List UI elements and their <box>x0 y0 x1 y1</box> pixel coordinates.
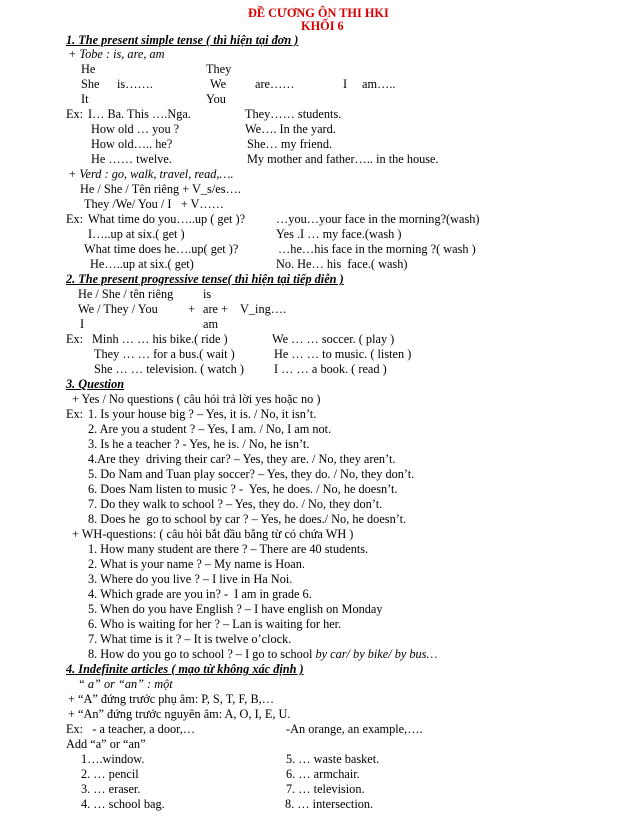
example-text: What time do you…..up ( get )? <box>88 212 246 226</box>
exercise-item: 2. … pencil <box>81 767 139 781</box>
list-item: 3. Is he a teacher ? - Yes, he is. / No, he isn’t. <box>88 437 310 451</box>
example-text: …you…your face in the morning?(wash) <box>276 212 480 226</box>
list-item-text: 8. How do you go to school ? – I go to school <box>88 647 316 661</box>
ex-label: Ex: <box>66 212 84 226</box>
exercise-item: 6. … armchair. <box>286 767 360 781</box>
pronoun-it: It <box>81 92 89 106</box>
pronoun-they: They <box>206 62 232 76</box>
articles-definition: “ a” or “an” : một <box>78 677 173 691</box>
example-text: He …… twelve. <box>91 152 172 166</box>
example-text: They…… students. <box>245 107 342 121</box>
tobe-line: + Tobe : is, are, am <box>68 47 165 61</box>
list-item: 6. Does Nam listen to music ? - Yes, he does. / No, he doesn’t. <box>88 482 398 496</box>
list-item: 5. When do you have English ? – I have english on Monday <box>88 602 383 616</box>
rule-subject: I <box>80 317 85 331</box>
rule-subject: We / They / You <box>78 302 158 316</box>
ex-label: Ex: <box>66 407 84 421</box>
pronoun-she: She <box>81 77 100 91</box>
example-text: We…. In the yard. <box>245 122 336 136</box>
example-text: Yes .I … my face.(wash ) <box>276 227 402 241</box>
verb-line: + Verd : go, walk, travel, read,…. <box>68 167 234 181</box>
pronoun-you: You <box>206 92 226 106</box>
example-text: How old….. he? <box>91 137 173 151</box>
example-text: They … … for a bus.( wait ) <box>94 347 235 361</box>
example-text: We … … soccer. ( play ) <box>272 332 395 346</box>
example-text: I… Ba. This ….Nga. <box>88 107 191 121</box>
example-text: He … … to music. ( listen ) <box>274 347 412 361</box>
example-text: I…..up at six.( get ) <box>88 227 185 241</box>
list-item: 1. How many student are there ? – There are 40 students. <box>88 542 369 556</box>
example-text: She… my friend. <box>247 137 333 151</box>
example-text: My mother and father….. in the house. <box>247 152 439 166</box>
example-text: He…..up at six.( get) <box>90 257 194 271</box>
wh-heading: + WH-questions: ( câu hỏi bắt đầu bằng từ có chứa WH ) <box>72 527 354 541</box>
rule-line: They /We/ You / I + V…… <box>84 197 224 211</box>
section-4-heading: 4. Indefinite articles ( mạo từ không xác định ) <box>66 662 304 676</box>
exercise-item: 3. … eraser. <box>81 782 141 796</box>
rule-verb: are + <box>203 302 229 316</box>
list-item: 8. Does he go to school by car ? – Yes, he does./ No, he doesn’t. <box>88 512 407 526</box>
list-item: 7. What time is it ? – It is twelve o’clock. <box>88 632 292 646</box>
list-item-italic: by car/ by bike/ by bus… <box>315 647 438 661</box>
rule-plus: + <box>188 302 195 316</box>
exercise-item: 1….window. <box>81 752 145 766</box>
ex-label: Ex: <box>66 107 84 121</box>
pronoun-i: I <box>343 77 348 91</box>
exercise-item: 4. … school bag. <box>81 797 165 811</box>
verb-am: am….. <box>362 77 396 91</box>
list-item: 1. Is your house big ? – Yes, it is. / No, it isn’t. <box>88 407 317 421</box>
list-item: 2. What is your name ? – My name is Hoan. <box>88 557 305 571</box>
rule-line: He / She / Tên riêng + V_s/es…. <box>80 182 241 196</box>
pronoun-he: He <box>81 62 96 76</box>
exercise-item: 5. … waste basket. <box>286 752 380 766</box>
rule-verb: is <box>203 287 212 301</box>
list-item <box>88 647 437 662</box>
exercise-item: 8. … intersection. <box>285 797 374 811</box>
example-text: How old … you ? <box>91 122 180 136</box>
example-text: Ex: - a teacher, a door,… <box>66 722 196 736</box>
rule-line: + “An” đứng trước nguyên âm: A, O, I, E, U. <box>68 707 291 721</box>
example-text: …he…his face in the morning ?( wash ) <box>278 242 476 256</box>
list-item: 6. Who is waiting for her ? – Lan is waiting for her. <box>88 617 342 631</box>
rule-ving: V_ing…. <box>240 302 287 316</box>
verb-is: is……. <box>117 77 153 91</box>
ex-label: Ex: <box>66 332 84 346</box>
example-text: I … … a book. ( read ) <box>274 362 387 376</box>
list-item: 7. Do they walk to school ? – Yes, they do. / No, they don’t. <box>88 497 383 511</box>
list-item: 2. Are you a student ? – Yes, I am. / No, I am not. <box>88 422 332 436</box>
rule-line: + “A” đứng trước phụ âm: P, S, T, F, B,… <box>68 692 275 706</box>
section-2-heading: 2. The present progressive tense( thì hiện tại tiếp diễn ) <box>66 272 344 286</box>
pronoun-we: We <box>210 77 227 91</box>
example-text: What time does he….up( get )? <box>84 242 239 256</box>
example-text: She … … television. ( watch ) <box>94 362 244 376</box>
list-item: 3. Where do you live ? – I live in Ha Noi. <box>88 572 293 586</box>
document-title: ĐỀ CƯƠNG ÔN THI HKI <box>248 6 389 20</box>
document-subtitle: KHỐI 6 <box>301 19 344 33</box>
example-text: Minh … … his bike.( ride ) <box>92 332 228 346</box>
exercise-item: 7. … television. <box>286 782 365 796</box>
example-text: -An orange, an example,…. <box>286 722 423 736</box>
list-item: 5. Do Nam and Tuan play soccer? – Yes, they do. / No, they don’t. <box>88 467 415 481</box>
example-text: No. He… his face.( wash) <box>276 257 408 271</box>
list-item: 4.Are they driving their car? – Yes, they are. / No, they aren’t. <box>88 452 396 466</box>
yes-no-heading: + Yes / No questions ( câu hỏi trả lời yes hoặc no ) <box>72 392 321 406</box>
section-1-heading: 1. The present simple tense ( thì hiện tại đơn ) <box>66 33 299 47</box>
section-3-heading: 3. Question <box>66 377 125 391</box>
list-item: 4. Which grade are you in? - I am in grade 6. <box>88 587 312 601</box>
verb-are: are…… <box>255 77 295 91</box>
rule-verb: am <box>203 317 219 331</box>
exercise-instruction: Add “a” or “an” <box>66 737 146 751</box>
rule-subject: He / She / tên riêng <box>78 287 174 301</box>
